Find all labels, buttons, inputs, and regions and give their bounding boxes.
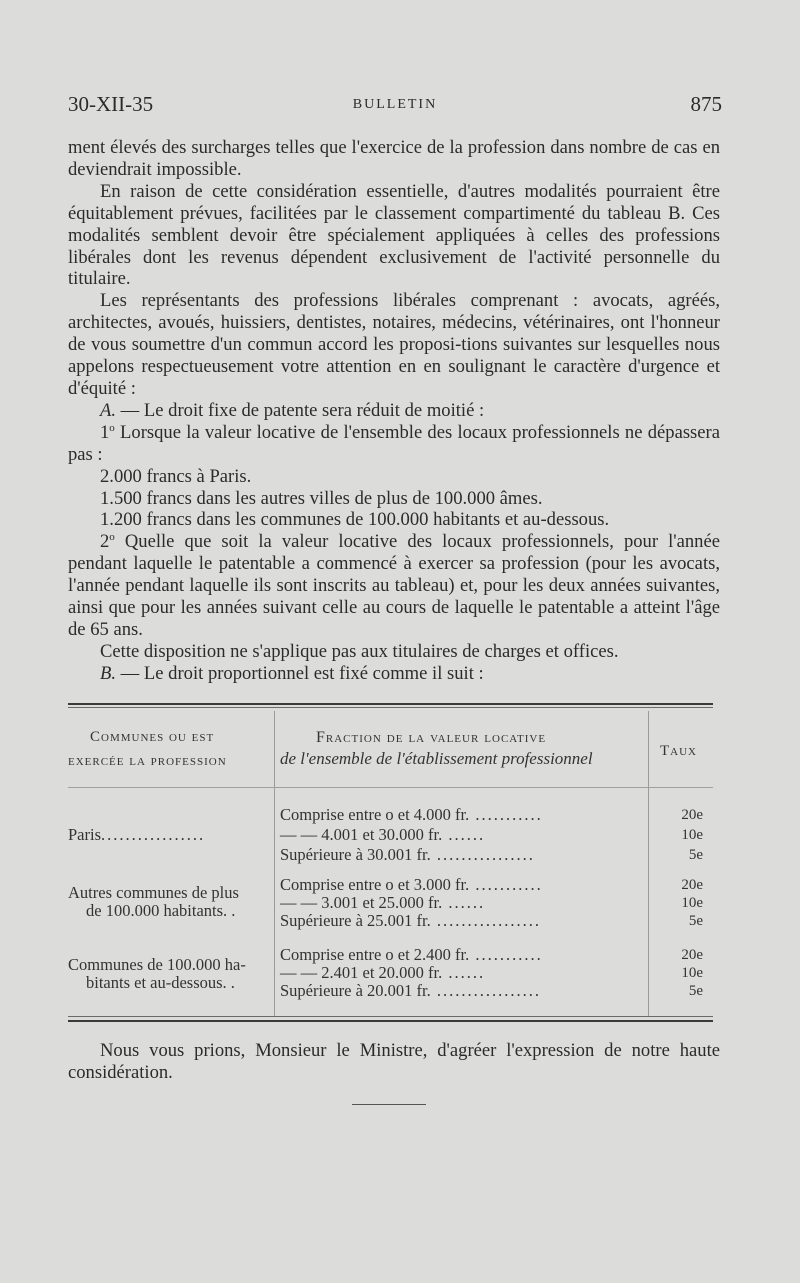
rate-value: 20e [681,947,703,963]
fraction-text: — — 2.401 et 20.000 fr. [280,963,443,982]
paragraph-3: Les représentants des professions libérales comprenant : avocats, agréés, architectes, avoués, huissiers, dentistes, notaires, médecins, vétérinaires, ont l'honneur de vous soumettre d'un commun accord les proposi-tions suivantes sur lesquelles nous appelons respectueusement votre attention en en soulignant le caractère d'urgence et d'équité : [68,290,720,399]
commune-autres-line2: de 100.000 habitants. . [86,901,236,920]
list-item-paris: 2.000 francs à Paris. [100,465,252,487]
header-separator [68,787,713,788]
leader-dots: ........... [469,805,543,824]
header-date: 30-XII-35 [68,92,154,116]
leader-dots: ................. [430,911,541,930]
leader-dots: ................ [430,845,535,864]
leader-dots: ................. [430,981,541,1000]
condition-1-text: Lorsque la valeur locative de l'ensemble des locaux professionnels ne dépassera pas : [68,421,720,465]
fraction-text: Supérieure à 20.001 fr. [280,981,431,1000]
rate-value: 10e [681,965,703,981]
fraction-row [280,945,543,965]
condition-2-sup: o [109,531,115,544]
page-header [68,92,722,122]
condition-1-sup: o [109,421,115,434]
fraction-row [280,911,541,931]
header-fraction-line2: de l'ensemble de l'établissement professionnel [280,749,593,768]
commune-petites-line2: bitants et au-dessous. . [86,973,235,992]
fraction-text: Comprise entre o et 4.000 fr. [280,805,470,824]
leader-dots: ................. [101,825,206,844]
condition-1-number: 1 [100,421,110,443]
table-bottom-rule [68,1020,713,1022]
rate-value: 5e [688,913,703,929]
fraction-row [280,805,543,825]
commune-paris-label: Paris [68,825,101,844]
commune-autres-line1: Autres communes de plus [68,883,239,902]
header-communes-line1: Communes ou est [90,729,215,745]
header-communes-line2: exercée la profession [68,753,227,769]
header-title: BULLETIN [352,97,438,112]
list-item-villes: 1.500 francs dans les autres villes de plus de 100.000 âmes. [100,487,543,509]
rate-value: 10e [681,827,703,843]
fraction-text: Supérieure à 25.001 fr. [280,911,431,930]
page-number: 875 [690,92,722,116]
condition-2-number: 2 [100,531,110,553]
fraction-text: — — 4.001 et 30.000 fr. [280,825,443,844]
column-divider-1 [274,711,275,1016]
rate-value: 5e [688,983,703,999]
rate-value: 20e [681,877,703,893]
header-taux: Taux [660,743,697,759]
commune-paris [68,825,205,845]
end-rule [352,1104,426,1105]
fraction-row [280,845,535,865]
clause-a-label: A. [100,399,117,421]
condition-2-text: Quelle que soit la valeur locative des locaux professionnels, pour l'année pendant laquelle le patentable a commencé à exercer sa profession (pour les avocats, l'année pendant laquelle ils sont inscrits au tableau) et, pour les deux années suivantes, ainsi que pour les années suivant celle au cours de laquelle le patentable a atteint l'âge de 65 ans. [68,531,720,640]
clause-a-text: — Le droit fixe de patente sera réduit de moitié : [120,399,485,421]
fraction-row [280,825,485,845]
leader-dots: ...... [442,963,486,982]
condition-2 [68,531,720,641]
rate-value: 10e [681,895,703,911]
commune-petites-line1: Communes de 100.000 ha- [68,955,246,974]
header-fraction-line1: Fraction de la valeur locative [316,729,547,746]
rate-table [68,703,713,1025]
table-top-rule [68,703,713,705]
closing-paragraph [68,1040,720,1084]
body-text [68,137,720,685]
fraction-text: — — 3.001 et 25.000 fr. [280,893,443,912]
fraction-row [280,875,543,895]
fraction-row [280,981,541,1001]
fraction-text: Comprise entre o et 2.400 fr. [280,945,470,964]
list-item-communes: 1.200 francs dans les communes de 100.000 habitants et au-dessous. [100,509,610,531]
table-bottom-rule-thin [68,1016,713,1017]
paragraph-1: ment élevés des surcharges telles que l'exercice de la profession dans nombre de cas en deviendrait impossible. [68,137,720,180]
rate-value: 5e [688,847,703,863]
clause-b [68,663,720,685]
fraction-text: Comprise entre o et 3.000 fr. [280,875,470,894]
condition-1 [68,422,720,466]
table-top-rule-thin [68,707,713,708]
paragraph-2: En raison de cette considération essentielle, d'autres modalités pourraient être équitablement prévues, facilitées par le classement compartimenté du tableau B. Ces modalités semblent devoir être spécialement appliquées à celles des professions libérales dont les revenus dépendent exclusivement de l'activité personnelle du titulaire. [68,180,720,290]
closing-text: Nous vous prions, Monsieur le Ministre, d'agréer l'expression de notre haute considération. [68,1040,720,1083]
leader-dots: ...... [442,893,486,912]
column-divider-2 [648,711,649,1016]
leader-dots: ...... [442,825,486,844]
disposition-paragraph: Cette disposition ne s'applique pas aux titulaires de charges et offices. [100,640,619,662]
fraction-row [280,893,485,913]
clause-a [68,400,720,422]
fraction-text: Supérieure à 30.001 fr. [280,845,431,864]
clause-b-label: B. [100,662,117,684]
clause-b-text: — Le droit proportionnel est fixé comme il suit : [120,662,484,684]
leader-dots: ........... [469,875,543,894]
fraction-row [280,963,485,983]
rate-value: 20e [681,807,703,823]
leader-dots: ........... [469,945,543,964]
